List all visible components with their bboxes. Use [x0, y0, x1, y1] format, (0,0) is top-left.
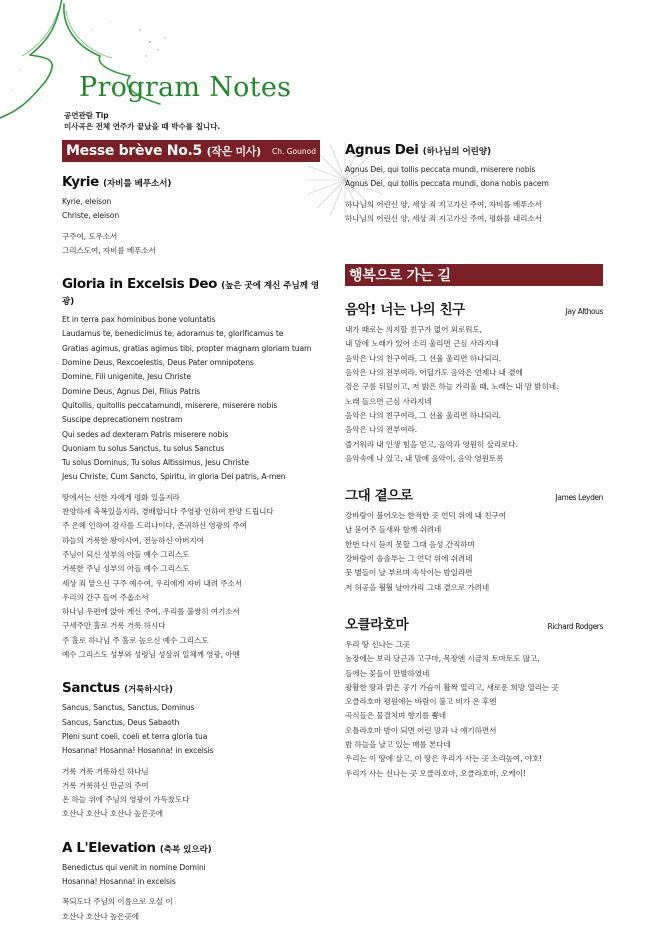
text-line: 주 홀로 하나님 주 홀로 높으신 예수 그리스도: [62, 635, 209, 645]
text-line: 내 맘에 노래가 있어 소리 울리면 근심 사라지네: [345, 339, 499, 349]
tip-text: 미사곡은 전체 연주가 끝났을 때 박수를 칩니다.: [64, 122, 221, 131]
song1-lyrics: [345, 323, 603, 466]
text-line: 곡식들은 물결치며 향기를 뿜네: [345, 711, 447, 721]
text-line: Quoniam tu solus Sanctus, tu solus Sanctus: [62, 443, 225, 453]
text-line: 음악은 나의 전부여라. 어딜가도 음악은 언제나 내 곁에: [345, 368, 523, 378]
kyrie-latin: [62, 195, 320, 224]
text-line: 땅에서는 선한 자에게 평화 있을지라: [62, 492, 180, 502]
text-line: 들에는 꽃들이 만발하였네: [345, 668, 430, 678]
text-line: Sancus, Sanctus, Sanctus, Dominus: [62, 703, 195, 713]
sanctus-heading: Sanctus (거룩하시다): [62, 680, 173, 697]
text-line: 우리 땅 신나는 그곳: [345, 639, 410, 649]
text-line: 하나님 우편에 앉아 계신 주여, 우리를 불쌍히 여기소서: [62, 607, 240, 617]
text-line: 호산나 호산나 호산나 높은곳에: [62, 809, 164, 819]
text-line: 날 묻어주 들새와 함께 쉬려네: [345, 525, 442, 535]
song2-heading: 그대 곁으로 James Leyden: [345, 488, 603, 505]
text-line: Et in terra pax hominibus bone voluntatis: [62, 315, 216, 325]
elevation-heading: A L'Elevation (축복 있으라): [62, 839, 212, 856]
text-line: Hosanna! Hosanna! Hosanna! in excelsis: [62, 746, 214, 756]
text-line: 구주여, 도우소서: [62, 231, 118, 241]
text-line: 구세주만 홀로 거룩 거룩 하시다: [62, 621, 166, 631]
agnus-heading: Agnus Dei (하나님의 어린양): [345, 142, 491, 158]
agnus-latin: [345, 163, 603, 192]
text-line: Agnus Dei, qui tollis peccata mundi, dona nobis pacem: [345, 179, 549, 189]
text-line: 하늘의 거룩한 왕이시여, 전능하신 아버지여: [62, 535, 204, 545]
text-line: Gratias agimus, gratias agimus tibi, propter magnam gloriam tuam: [62, 343, 312, 353]
text-line: 농장에는 보리 당근과 고구마, 목장엔 시금치 토마토도 많고,: [345, 654, 540, 664]
elevation-korean: [62, 895, 320, 924]
left-column: [62, 140, 320, 924]
kyrie-heading: Kyrie (자비를 베푸소서): [62, 174, 172, 190]
text-line: 거룩 거룩 거룩하신 하나님: [62, 766, 149, 776]
song2-lyrics: [345, 509, 603, 595]
text-line: Jesu Christe, Cum Sancto, Spiritu, in gloria Dei patris, A-men: [62, 472, 286, 482]
text-line: 음악은 나의 친구여라, 그 선율 울리면 하나되리.: [345, 353, 501, 363]
text-line: 우리는 이 땅에 살고, 이 땅은 우리가 사는 곳 소리높여, 야호!: [345, 754, 543, 764]
text-line: 온 하늘 위에 주님의 영광이 가득찼도다: [62, 795, 190, 805]
text-line: 뭇 별들이 날 부르며 속삭이는 밤일라면: [345, 568, 473, 578]
gloria-heading: Gloria in Excelsis Deo (높은 곳에 계신 주님께 영광): [62, 276, 320, 308]
gloria-latin: [62, 313, 320, 485]
text-line: 검은 구름 뒤덮이고, 저 밝은 하늘 가리울 때, 노래는 내 맘 밝히네.: [345, 382, 559, 392]
text-line: Kyrie, eleison: [62, 197, 112, 206]
text-line: Laudamus te, benedicimus te, adoramus te, glorificamus te: [62, 329, 284, 339]
agnus-korean: [345, 198, 603, 227]
text-line: Suscipe deprecationem nostram: [62, 415, 183, 425]
mass-banner: [62, 140, 320, 162]
text-line: Quitollis, quitollis peccatamundi, miserere, miserere nobis: [62, 400, 278, 410]
text-line: 호산나 호산나 높은곳에: [62, 911, 139, 921]
text-line: 거룩 거룩하신 만군의 주여: [62, 780, 149, 790]
text-line: 강바람이 솔솔부는 그 언덕 위에 쉬려네: [345, 554, 473, 564]
page-title: Program Notes: [79, 72, 292, 103]
text-line: 찬양하세 축복있을지라, 경배합니다 주영광 인하여 찬양 드립니다: [62, 507, 274, 517]
text-line: 우리의 간구 들어 주옵소서: [62, 592, 149, 602]
text-line: 밤 하늘을 날고 있는 매를 본다네: [345, 740, 451, 750]
mass-composer: Ch. Gounod: [271, 146, 316, 156]
text-line: Tu solus Dominus, Tu solus Altissimus, Jesu Christe: [62, 458, 249, 468]
text-line: 복되도다 주님의 이름으로 오실 이: [62, 897, 173, 907]
gloria-korean: [62, 491, 320, 663]
text-line: 음악은 나의 친구여라, 그 선율 울리면 하나되리.: [345, 410, 501, 420]
text-line: 저 허공을 훨훨 날아가리 그대 곁으로 가려네: [345, 582, 490, 592]
text-line: Domine Deus, Agnus Dei, Filius Patris: [62, 386, 201, 396]
text-line: Agnus Dei, qui tollis peccata mundi, miserere nobis: [345, 165, 536, 174]
happiness-title: 행복으로 가는 길: [349, 268, 451, 285]
right-column: [345, 142, 603, 781]
text-line: 노래 들으면 근심 사라지네: [345, 396, 432, 406]
text-line: 그리스도여, 자비를 베푸소서: [62, 245, 156, 255]
text-line: 하나님의 어린신 양, 세상 죄 지고가신 주여, 평화를 내리소서: [345, 213, 542, 223]
text-line: 음악은 나의 전부여라.: [345, 425, 418, 435]
text-line: 음악속에 나 있고, 내 맘에 음악이, 음악 영원토록: [345, 453, 504, 463]
text-line: 주 은혜 인하여 감사를 드리나이다, 존귀하신 영광의 주여: [62, 521, 247, 531]
text-line: Christe, eleison: [62, 211, 120, 221]
text-line: Benedictus qui venit in nomine Domini: [62, 862, 206, 872]
song1-heading: 음악! 너는 나의 친구 Jay Althous: [345, 302, 603, 319]
song3-lyrics: [345, 638, 603, 781]
kyrie-korean: [62, 230, 320, 259]
song3-composer: Richard Rodgers: [547, 621, 603, 631]
text-line: 오클라호마 평원에는 바람이 불고 비가 온 후엔: [345, 697, 497, 707]
sanctus-korean: [62, 765, 320, 822]
text-line: 강바람이 불어오는 한적한 곳 언덕 위에 내 친구여: [345, 511, 506, 521]
mass-title: Messe brève No.5 (작은 미사): [66, 143, 261, 159]
song3-heading: 오클라호마 Richard Rodgers: [345, 616, 603, 633]
text-line: Sancus, Sanctus, Deus Sabaoth: [62, 717, 180, 727]
text-line: Domine, Fili unigenite, Jesu Christe: [62, 372, 191, 382]
elevation-latin: [62, 861, 320, 890]
song2-composer: James Leyden: [555, 493, 603, 503]
text-line: 즐거워라 내 인생 힘을 얻고, 음악과 영원히 살리로다.: [345, 439, 518, 449]
text-line: 하나님의 어린신 양, 세상 죄 지고가신 주여, 자비를 베푸소서: [345, 199, 542, 209]
text-line: Domine Deus, Rexcoelestis, Deus Pater omnipotens: [62, 358, 254, 368]
text-line: 우리가 사는 신나는 곳 오클라호마, 오클라호마, 오케이!: [345, 768, 526, 778]
text-line: 한번 다시 듣지 못할 그대 음성 간직하며: [345, 539, 475, 549]
text-line: 내가 때로는 의지할 친구가 없어 외로워도,: [345, 325, 482, 335]
tip-label: 공연관람 Tip: [64, 111, 109, 120]
text-line: 거룩한 주님 성부의 아들 예수 그리스도: [62, 564, 190, 574]
text-line: 예수 그리스도 성부와 성령님 성삼위 일체께 영광, 아멘: [62, 650, 240, 660]
text-line: Qui sedes ad dexteram Patris miserere nobis: [62, 429, 229, 439]
song1-composer: Jay Althous: [565, 307, 603, 317]
text-line: 오틀라호마 밤이 되면 어린 망과 나 얘기하면서: [345, 725, 497, 735]
text-line: Hosanna! Hosanna! in excelsis: [62, 876, 176, 886]
text-line: 세상 죄 맡으신 구주 예수여, 우리에게 자비 내려 주소서: [62, 578, 243, 588]
text-line: Pleni sunt coeli, coeli et terra gloria tua: [62, 731, 208, 741]
sanctus-latin: [62, 701, 320, 758]
text-line: 광활한 땅과 맑은 공기 가슴이 활짝 열리고, 새로운 희망 열리는 곳: [345, 682, 559, 692]
text-line: 주님이 되신 성부의 아들 예수 그리스도: [62, 549, 190, 559]
happiness-banner: [345, 264, 603, 286]
